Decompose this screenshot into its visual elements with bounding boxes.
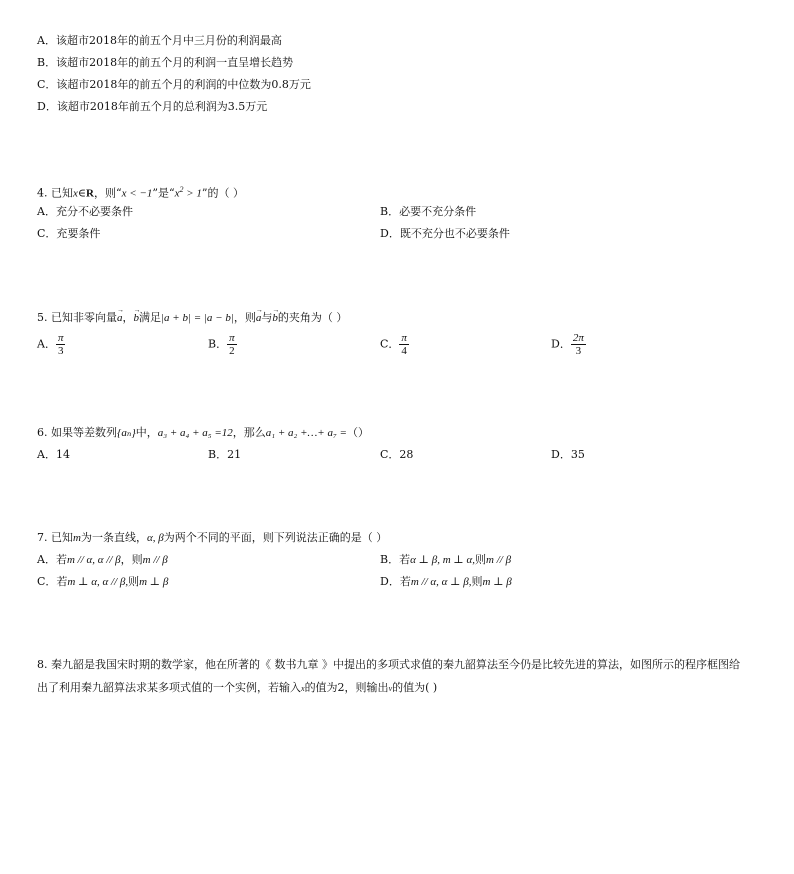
- q7-option-d: D．若m // α, α ⊥ β,则m ⊥ β: [380, 575, 512, 588]
- q5-d-fraction: $\frac{2\pi}{3}$: [572, 332, 584, 357]
- q6-option-b: B．21: [208, 448, 242, 461]
- q6-option-d: D．35: [551, 448, 585, 461]
- q8-stem-line2: 出了利用秦九韶算法求某多项式值的一个实例，若输入x的值为2，则输出v的值为( ): [37, 681, 438, 694]
- q4-option-c: C．充要条件: [37, 227, 101, 240]
- q7-stem: 7. 已知m为一条直线，α, β为两个不同的平面，则下列说法正确的是（ ）: [37, 531, 388, 544]
- q5-c-fraction: $\frac{\pi}{4}$: [401, 332, 407, 357]
- q4-option-d: D．既不充分也不必要条件: [380, 227, 510, 240]
- q5-a-fraction: $\frac{\pi}{3}$: [57, 332, 64, 357]
- q5-option-c: C． $\frac{\pi}{4}$: [380, 332, 407, 357]
- q7-option-a: A．若m // α, α // β，则m // β: [37, 553, 168, 566]
- q4-option-b: B．必要不充分条件: [380, 205, 477, 218]
- q6-option-c: C．28: [380, 448, 414, 461]
- q5-option-b: B． $\frac{\pi}{2}$: [208, 332, 235, 357]
- q4-option-a: A．充分不必要条件: [37, 205, 133, 218]
- q5-option-d: D． $\frac{2\pi}{3}$: [551, 332, 584, 357]
- q5-b-fraction: $\frac{\pi}{2}$: [229, 332, 235, 357]
- q3-option-c: C．该超市2018年的前五个月的利润的中位数为0.8万元: [37, 78, 311, 91]
- q5-option-a: A． $\frac{\pi}{3}$: [37, 332, 64, 357]
- q6-option-a: A．14: [37, 448, 70, 461]
- q5-stem: 5. 已知非零向量→ a，→ b满足|a + b| = |a − b|，则→ a与→ b的夹角为（ ）: [37, 311, 347, 325]
- q3-option-a: A．该超市2018年的前五个月中三月份的利润最高: [37, 34, 282, 47]
- q3-option-b: B．该超市2018年的前五个月的利润一直呈增长趋势: [37, 56, 294, 69]
- q3-option-d: D．该超市2018年前五个月的总利润为3.5万元: [37, 100, 268, 113]
- q8-stem-line1: 8. 秦九韶是我国宋时期的数学家，他在所著的《 数书九章 》中提出的多项式求值的秦九韶算法至今仍是比较先进的算法，如图所示的程序框图给: [37, 658, 740, 671]
- q7-option-b: B．若α ⊥ β, m ⊥ α,则m // β: [380, 553, 512, 566]
- q4-stem: 4. 已知x∈R，则“x < −1”是“$x^2 > 1$”的（ ）: [37, 185, 245, 200]
- q7-option-c: C．若m ⊥ α, α // β,则m ⊥ β: [37, 575, 169, 588]
- q6-stem: 6. 如果等差数列{aₙ}中，a₃ + a₄ + a₅ =12，那么a₁ + a₂ +…+ a₇ =（）: [37, 426, 369, 439]
